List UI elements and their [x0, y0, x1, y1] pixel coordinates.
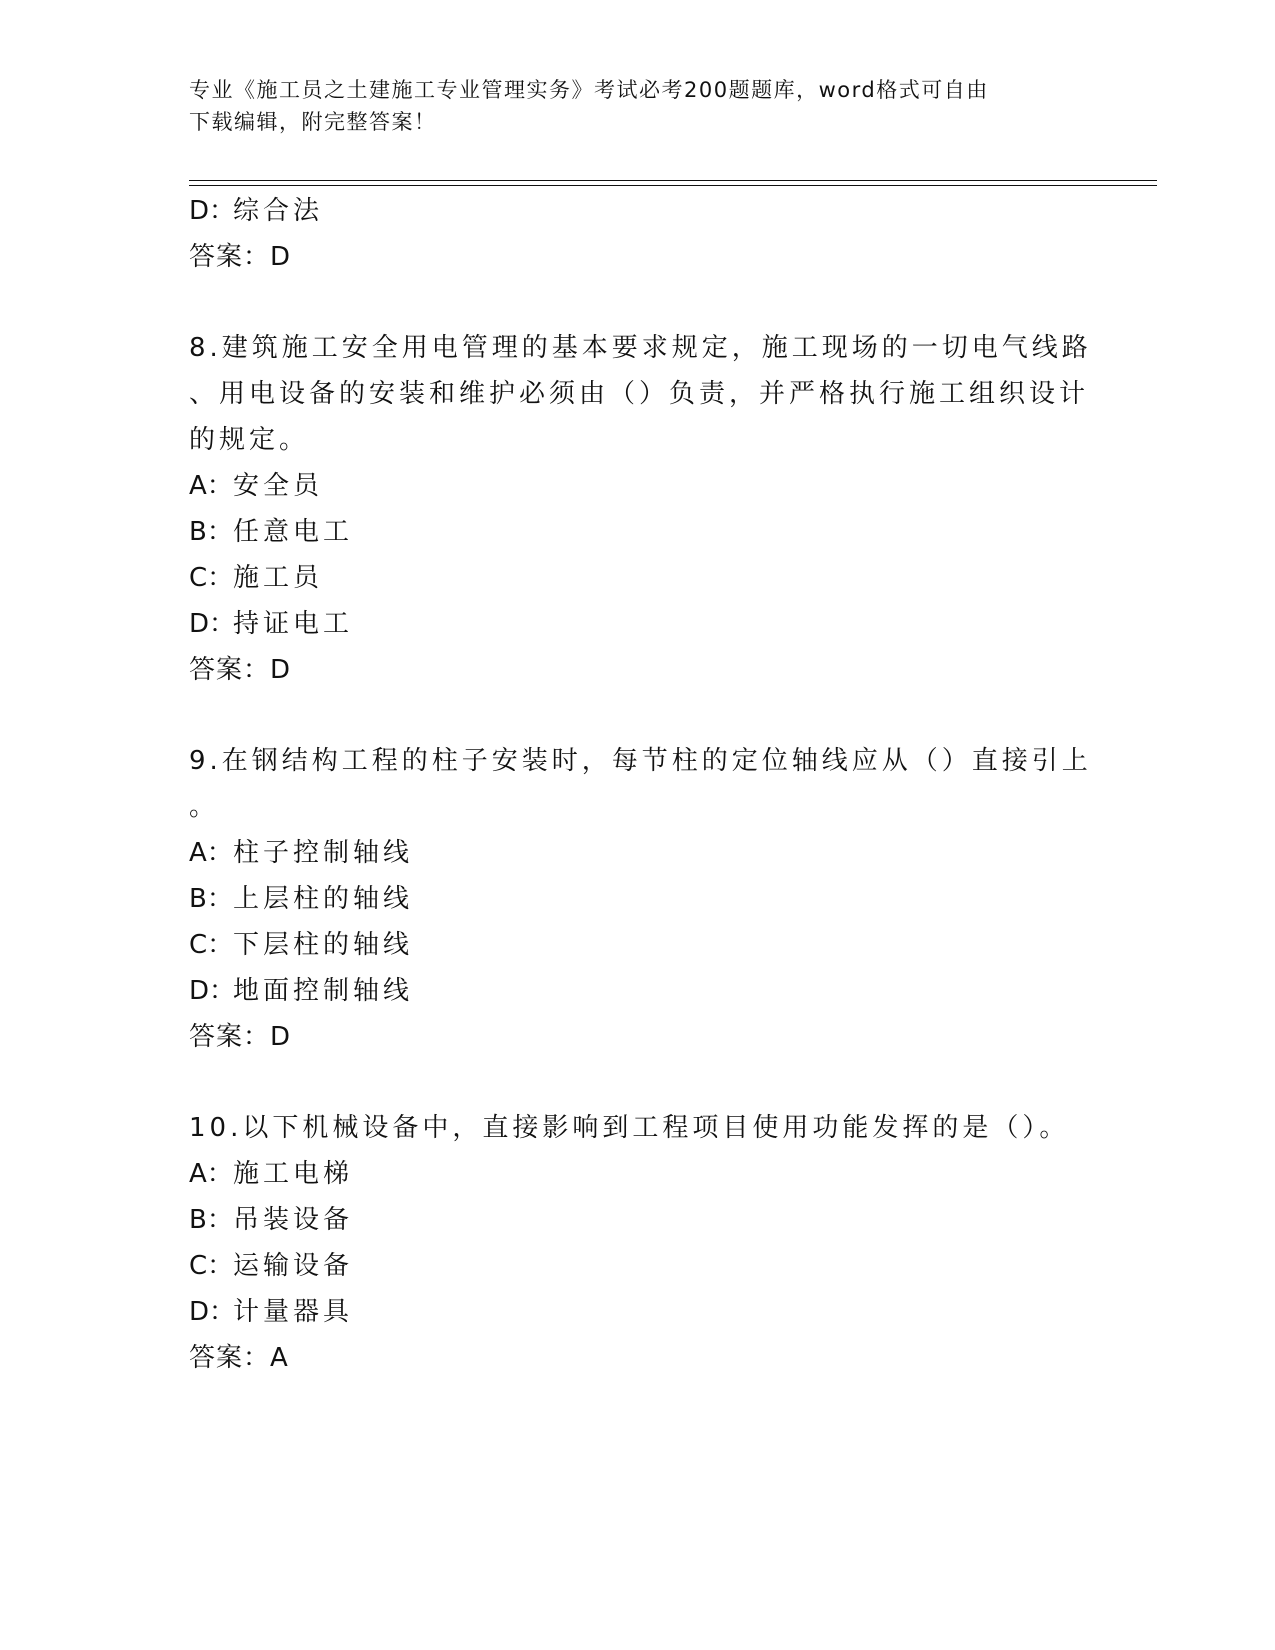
- header-divider-top: [189, 180, 1157, 181]
- question-text-line: 10.以下机械设备中，直接影响到工程项目使用功能发挥的是（）。: [189, 1113, 1070, 1143]
- question-text-line: 8.建筑施工安全用电管理的基本要求规定，施工现场的一切电气线路: [189, 333, 1092, 363]
- option-d: [189, 188, 1069, 234]
- header-divider-bottom: [189, 185, 1157, 186]
- option-label: B：: [189, 517, 233, 547]
- option-d: [189, 968, 1069, 1014]
- question-text-line: 的规定。: [189, 425, 310, 455]
- answer: 答案：A: [189, 1343, 289, 1373]
- option-label: A：: [189, 838, 233, 868]
- option-text: 施工电梯: [233, 1159, 354, 1189]
- option-b: [189, 509, 1069, 555]
- option-label: C：: [189, 930, 234, 960]
- option-d: [189, 601, 1069, 647]
- question-block-9: [189, 738, 1092, 1060]
- option-label: D：: [189, 609, 236, 639]
- option-c: [189, 555, 1069, 601]
- option-text: 持证电工: [233, 609, 354, 639]
- option-text: 下层柱的轴线: [233, 930, 414, 960]
- question-block-10: [189, 1105, 1069, 1381]
- option-text: 综合法: [233, 196, 324, 226]
- option-d: [189, 1289, 1069, 1335]
- option-label: D：: [189, 976, 236, 1006]
- option-text: 施工员: [233, 563, 324, 593]
- option-b: [189, 1197, 1069, 1243]
- question-text-line: 、用电设备的安装和维护必须由（）负责，并严格执行施工组织设计: [189, 379, 1090, 409]
- question-block-7: [189, 188, 1069, 280]
- option-label: A：: [189, 1159, 233, 1189]
- option-a: [189, 830, 1069, 876]
- option-text: 上层柱的轴线: [233, 884, 414, 914]
- option-label: A：: [189, 471, 233, 501]
- option-label: D：: [189, 196, 236, 226]
- option-text: 运输设备: [233, 1251, 354, 1281]
- answer: 答案：D: [189, 242, 292, 272]
- answer: 答案：D: [189, 655, 292, 685]
- question-block-8: [189, 325, 1092, 693]
- option-a: [189, 1151, 1069, 1197]
- page-header: [189, 74, 1089, 138]
- option-label: B：: [189, 1205, 233, 1235]
- option-c: [189, 922, 1069, 968]
- header-line-2: 下载编辑，附完整答案！: [189, 110, 437, 134]
- option-text: 安全员: [233, 471, 324, 501]
- option-c: [189, 1243, 1069, 1289]
- answer: 答案：D: [189, 1022, 292, 1052]
- question-text-line: 9.在钢结构工程的柱子安装时，每节柱的定位轴线应从（）直接引上: [189, 746, 1092, 776]
- option-label: C：: [189, 563, 234, 593]
- option-text: 柱子控制轴线: [233, 838, 414, 868]
- option-label: C：: [189, 1251, 234, 1281]
- option-text: 计量器具: [233, 1297, 354, 1327]
- question-list: [189, 188, 1092, 1381]
- question-text-line: 。: [189, 792, 220, 822]
- option-text: 任意电工: [233, 517, 354, 547]
- option-a: [189, 463, 1069, 509]
- option-label: D：: [189, 1297, 236, 1327]
- option-text: 地面控制轴线: [233, 976, 414, 1006]
- option-label: B：: [189, 884, 233, 914]
- option-b: [189, 876, 1069, 922]
- header-line-1: 专业《施工员之土建施工专业管理实务》考试必考200题题库，word格式可自由: [189, 78, 989, 102]
- option-text: 吊装设备: [233, 1205, 354, 1235]
